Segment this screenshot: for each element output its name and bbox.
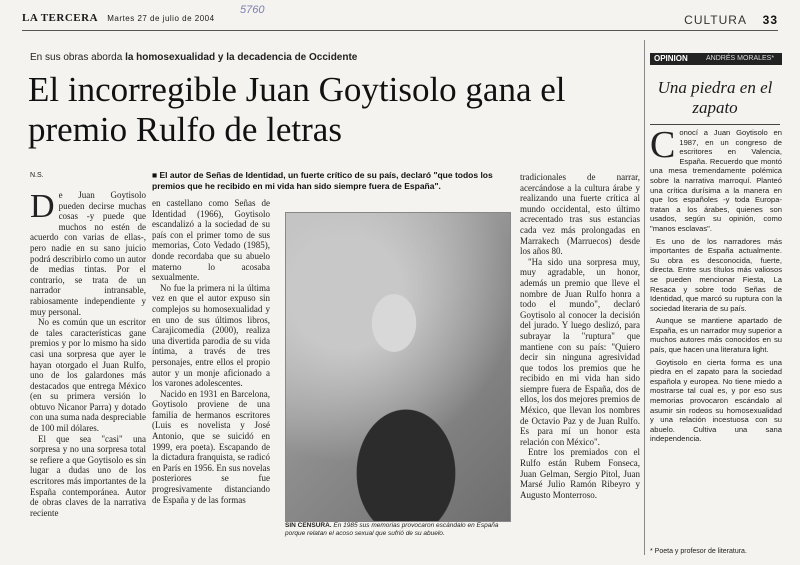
byline: N.S. xyxy=(30,172,44,179)
article-kicker xyxy=(30,52,357,63)
opinion-title: Una piedra en el zapato xyxy=(657,78,773,117)
article-column-3 xyxy=(520,172,640,500)
paragraph: Nacido en 1931 en Barcelona, Goytisolo proviene de una familia de hermanos escritores (Luis es novelista y José Antonio, que se suicidó en 1999, era poeta). Escapando de la dictadura franquista, se radicó en París en 1956. En sus novelas posteriores se fue progresivamente distanciando de España y de las formas xyxy=(152,388,270,505)
publication-date: Martes 27 de julio de 2004 xyxy=(107,14,215,23)
opinion-paragraph: Aunque se mantiene apartado de España, es un narrador muy superior a muchos autores más conocidos en su país, que hacen una literatura light. xyxy=(650,316,782,355)
kicker-prefix: En sus obras aborda xyxy=(30,52,126,63)
paragraph: El que sea "casi" una sorpresa y no una sorpresa total se refiere a que Goytisolo es sin lugar a dudas uno de los escritores más importantes de la España contemporánea. Autor de obras claves de la narrativa reciente xyxy=(30,433,146,518)
opinion-author: ANDRÉS MORALES* xyxy=(706,55,775,62)
masthead xyxy=(22,12,215,24)
paragraph: No fue la primera ni la última vez en que el autor expuso sin complejos su homosexualidad y en uno de sus últimos libros, Carajicomedia (2000), realiza una divertida parodia de su vida íntima, a través de tres personajes, entre ellos el propio autor y un monje aficionado a los varones adolescentes. xyxy=(152,282,270,389)
article-column-1 xyxy=(30,190,146,518)
article-headline: El incorregible Juan Goytisolo gana el premio Rulfo de letras xyxy=(28,70,566,149)
opinion-label: OPINION xyxy=(650,53,782,65)
opinion-paragraph: Es uno de los narradores más importantes de España actualmente. Su obra es desconocida, fuerte, directa. Entre sus títulos más valiosos se pueden mencionar Fiesta, La Resaca y sobre todo Señas de Identidad, que marcó su ruptura con la sociedad literaria de su país. xyxy=(650,236,782,313)
opinion-dropcap: C xyxy=(650,124,676,166)
paragraph: tradicionales de narrar, acercándose a la cultura árabe y realizando una fuerte crítica al mundo occidental, esto último acrecentado tras sus estancias cada vez más prolongadas en Marrakech (Marruecos) desde los años 80. xyxy=(520,172,640,257)
paragraph: e Juan Goytisolo pueden decirse muchas cosas -y puede que muchos no estén de acuerdo con varias de ellas-, pero nadie en su sano juicio podrá describirlo como un autor de medias tintas. Por el contrario, se trata de un narrador intransable, rabiosamente independiente y muy personal. xyxy=(30,190,146,317)
column-divider xyxy=(644,40,645,555)
opinion-column xyxy=(650,124,782,447)
article-column-2 xyxy=(152,198,270,505)
section-header xyxy=(684,13,778,27)
paragraph: "Ha sido una sorpresa muy, muy agradable, un honor, además un premio que lleve el nombre de Juan Rulfo honra a todo el mundo", declaró Goytisolo al conocer la decisión del jurado. Y luego deslizó, para subrayar la "ruptura" que mantiene con su país: "Quiero decir sin ninguna agresividad que todos los premios que he recibido en mi vida han sido siempre fuera de España, dos de ellos, los dos mejores premios de México, que llevan los nombres de Octavio Paz y de Juan Rulfo. Es para mí un honor esta relación con México". xyxy=(520,256,640,447)
publication-name: LA TERCERA xyxy=(22,12,99,24)
paragraph: Entre los premiados con el Rulfo están Rubem Fonseca, Juan Gelman, Sergio Pitol, Juan Marsé Julio Ramón Ribeyro y Augusto Monterroso. xyxy=(520,447,640,500)
paragraph: en castellano como Señas de Identidad (1966), Goytisolo escandalizó a la sociedad de su país con el primer tomo de sus memorias, Coto Vedado (1985), donde recordaba que su abuelo materno lo acosaba sexualmente. xyxy=(152,198,270,283)
page-number: 33 xyxy=(762,13,778,27)
article-deck: ■ El autor de Señas de Identidad, un fuerte crítico de su país, declaró "que todos los premios que he recibido en mi vida han sido siempre fuera de España". xyxy=(152,170,493,191)
photo-caption-text: En 1985 sus memorias provocaron escándalo en España porque relatan el acoso sexual que sufrió de su abuelo. xyxy=(285,522,499,537)
opinion-footnote: * Poeta y profesor de literatura. xyxy=(650,548,747,555)
opinion-paragraph: onocí a Juan Goytisolo en 1987, en un congreso de escritores en Valencia, España. Recuerdo que montó una mesa tremendamente polémica sobre la narrativa marroquí. Planteó una crítica durísima a la manera en que los españoles -y toda Europa- tratan a los árabes, quienes son usados, según su opinión, como "manos esclavas". xyxy=(650,128,782,233)
section-name: CULTURA xyxy=(684,13,747,27)
author-photo xyxy=(285,212,511,522)
dropcap: D xyxy=(30,188,55,225)
photo-caption xyxy=(285,522,509,538)
opinion-paragraph: Goytisolo en cierta forma es una piedra en el zapato para la sociedad española y europea. No tiene miedo a mostrarse tal cual es, y por eso sus memorias provocaron escándalo al asumir sin rodeos su homosexualidad y una relación incestuosa con su abuelo. Cultiva una sana independencia. xyxy=(650,357,782,444)
kicker-bold: la homosexualidad y la decadencia de Occidente xyxy=(125,52,358,63)
archive-stamp: 5760 xyxy=(240,4,265,16)
photo-caption-label: SIN CENSURA. xyxy=(285,522,332,529)
header-rule xyxy=(22,30,778,31)
paragraph: No es común que un escritor de tales características gane premios y por lo mismo ha sido casi una sorpresa que ayer le hayan otorgado el Juan Rulfo, uno de los galardones más destacados que entrega México (en su primera versión lo obtuvo Nicanor Parra) y dotado con una suma nada despreciable de 100 mil dólares. xyxy=(30,317,146,434)
